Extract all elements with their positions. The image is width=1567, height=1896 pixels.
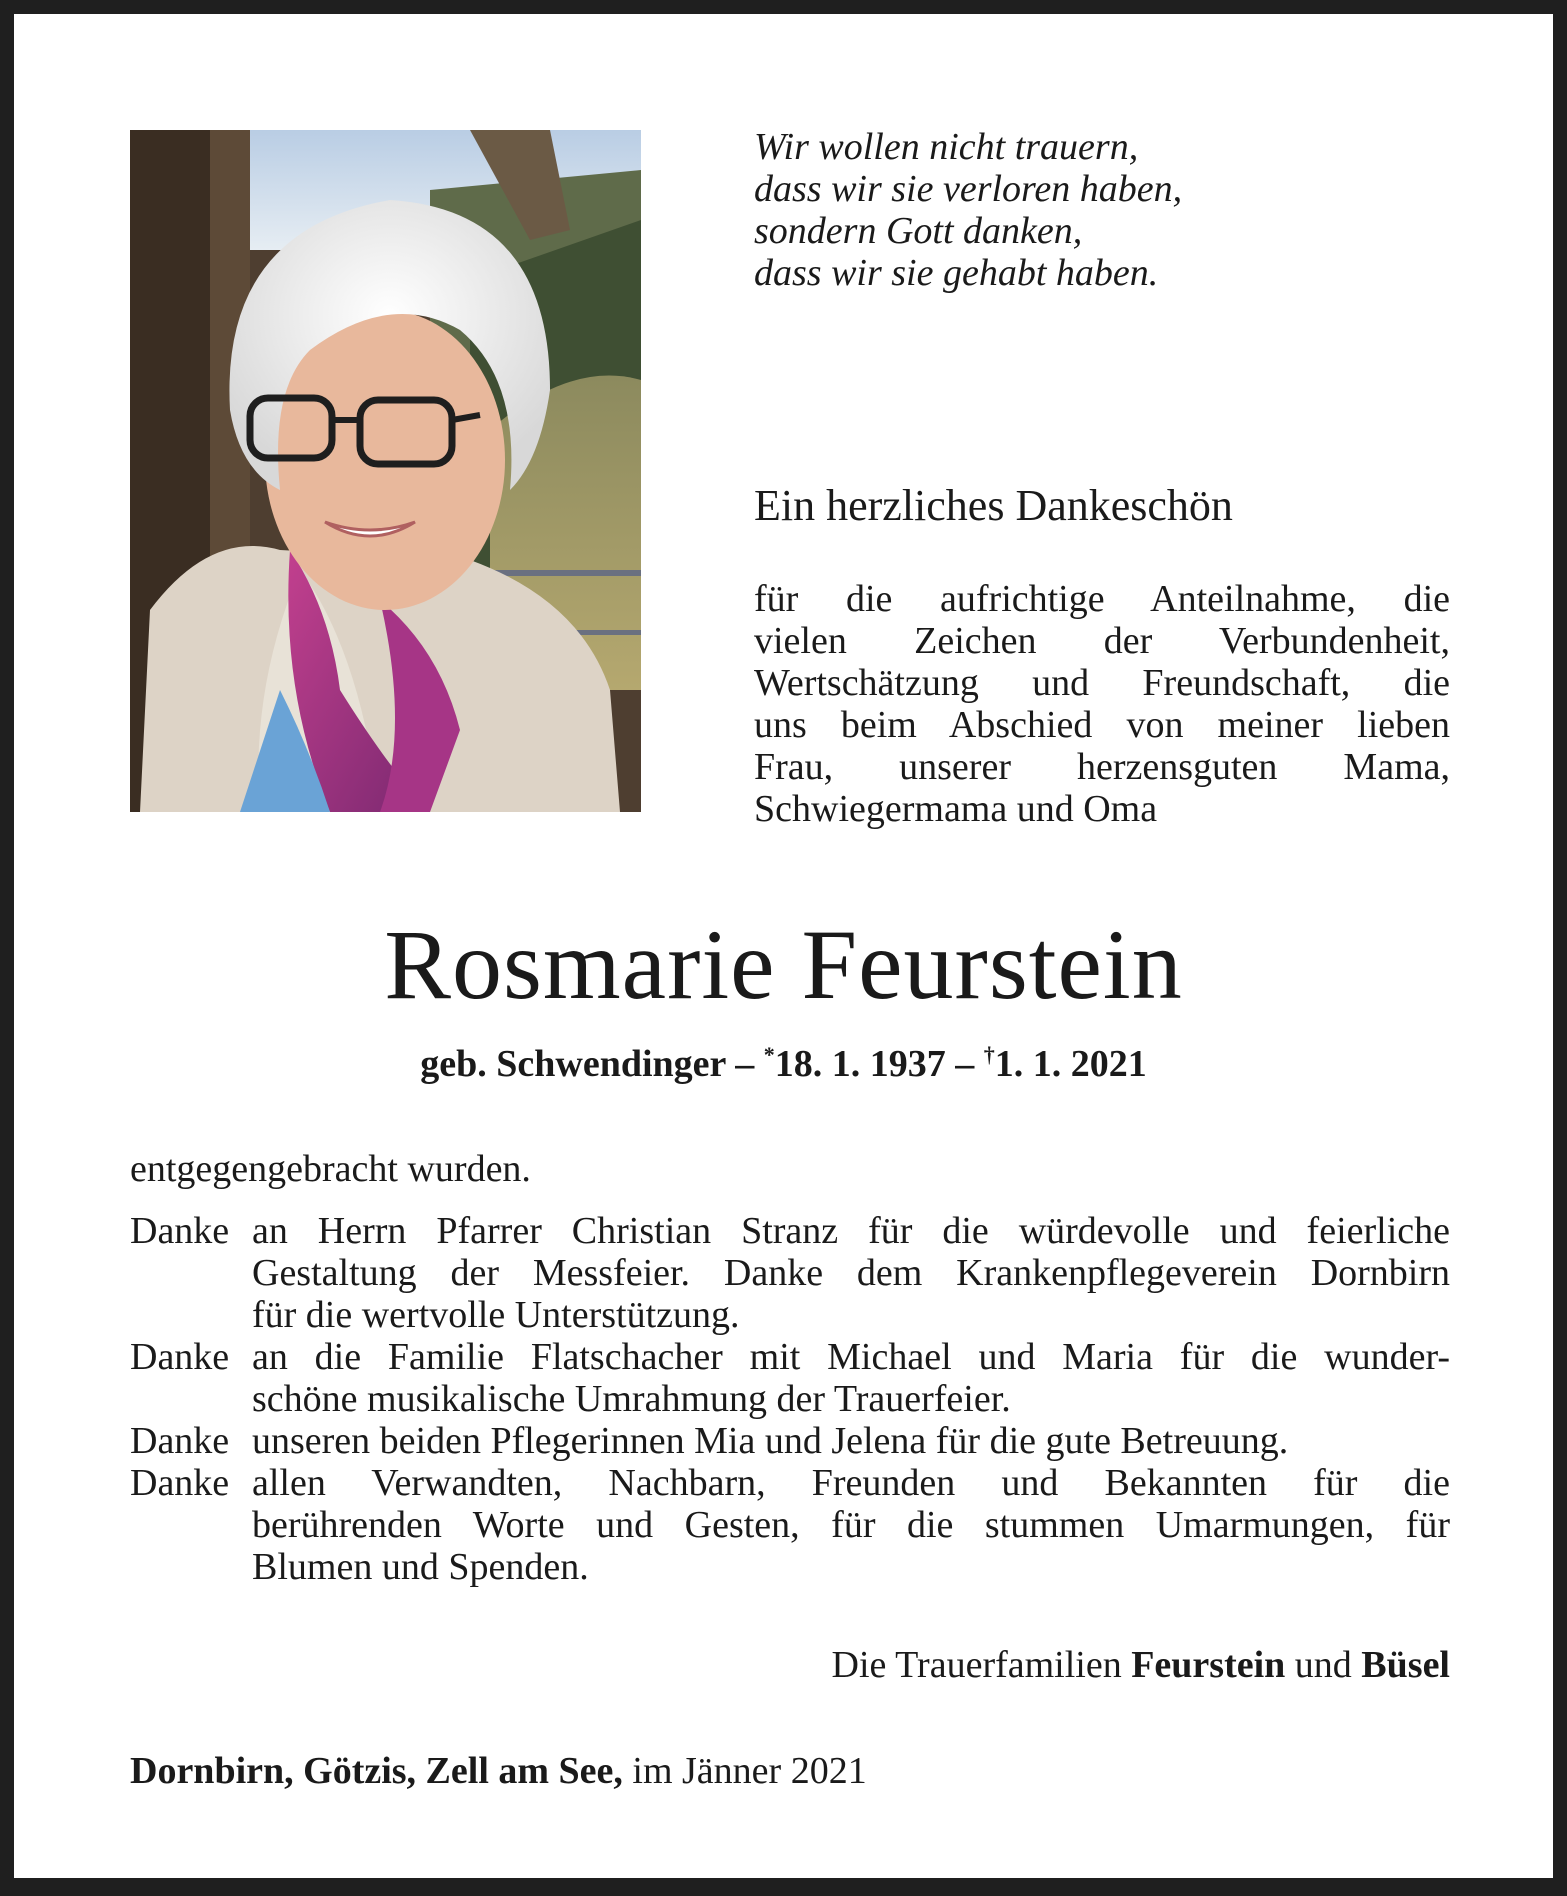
deceased-name: Rosmarie Feurstein	[384, 909, 1183, 1020]
acknowledgement-text	[252, 1336, 1450, 1420]
birth-star-icon: *	[763, 1042, 775, 1067]
acknowledgement-list	[130, 1210, 1450, 1588]
poem-line: sondern Gott danken,	[754, 210, 1083, 252]
danke-word: Danke	[130, 1336, 230, 1378]
acknowledgement-line: Gestaltung der Messfeier. Danke dem Krankenpflegeverein Dornbirn	[252, 1252, 1450, 1294]
acknowledgement-item	[130, 1420, 1450, 1462]
life-dates	[14, 1032, 1553, 1087]
continuation-text: entgegengebracht wurden.	[130, 1148, 531, 1190]
poem-line: dass wir sie verloren haben,	[754, 168, 1183, 210]
thanks-line: Schwiegermama und Oma	[754, 788, 1158, 830]
death-date: 1. 1. 2021	[994, 1043, 1147, 1085]
danke-word: Danke	[130, 1420, 230, 1462]
acknowledgement-text	[252, 1420, 1450, 1462]
portrait-photo	[130, 130, 641, 812]
thanks-line: für die aufrichtige Anteilnahme, die	[754, 578, 1450, 620]
acknowledgement-line: allen Verwandten, Nachbarn, Freunden und Bekannten für die	[252, 1462, 1450, 1504]
separator: –	[955, 1043, 975, 1085]
acknowledgement-line: Blumen und Spenden.	[252, 1546, 589, 1588]
danke-word: Danke	[130, 1210, 230, 1252]
acknowledgement-line: schöne musikalische Umrahmung der Trauerfeier.	[252, 1378, 1011, 1420]
acknowledgement-line: an Herrn Pfarrer Christian Stranz für die würdevolle und feierliche	[252, 1210, 1450, 1252]
thanks-heading: Ein herzliches Dankeschön	[754, 481, 1233, 530]
poem	[754, 126, 1182, 294]
danke-word: Danke	[130, 1462, 230, 1504]
family-name-2: Büsel	[1361, 1644, 1450, 1686]
thanks-line: vielen Zeichen der Verbundenheit,	[754, 620, 1450, 662]
family-name-1: Feurstein	[1131, 1644, 1286, 1686]
poem-line: Wir wollen nicht trauern,	[754, 126, 1139, 168]
birth-name: geb. Schwendinger	[420, 1043, 726, 1085]
family-signature	[832, 1642, 1451, 1688]
places: Dornbirn, Götzis, Zell am See,	[130, 1750, 623, 1792]
thanks-line: Wertschätzung und Freundschaft, die	[754, 662, 1450, 704]
birth-date: 18. 1. 1937	[774, 1043, 946, 1085]
signature-prefix: Die Trauerfamilien	[831, 1644, 1122, 1686]
acknowledgement-item	[130, 1336, 1450, 1420]
death-cross-icon: †	[983, 1042, 995, 1067]
acknowledgement-item	[130, 1210, 1450, 1336]
acknowledgement-text	[252, 1210, 1450, 1336]
acknowledgement-line: für die wertvolle Unterstützung.	[252, 1294, 740, 1336]
acknowledgement-line: an die Familie Flatschacher mit Michael und Maria für die wunder-	[252, 1336, 1450, 1378]
obituary-card	[14, 14, 1553, 1878]
thanks-line: uns beim Abschied von meiner lieben	[754, 704, 1450, 746]
acknowledgement-line: berührenden Worte und Gesten, für die stummen Umarmungen, für	[252, 1504, 1450, 1546]
acknowledgement-line: unseren beiden Pflegerinnen Mia und Jelena für die gute Betreuung.	[252, 1420, 1289, 1462]
acknowledgement-text	[252, 1462, 1450, 1588]
poem-line: dass wir sie gehabt haben.	[754, 252, 1159, 294]
thanks-body	[754, 578, 1450, 830]
thanks-line: Frau, unserer herzensguten Mama,	[754, 746, 1450, 788]
signature-conj: und	[1294, 1644, 1352, 1686]
month-year: im Jänner 2021	[632, 1750, 867, 1792]
separator: –	[735, 1043, 755, 1085]
place-date-line	[130, 1748, 867, 1794]
acknowledgement-item	[130, 1462, 1450, 1588]
